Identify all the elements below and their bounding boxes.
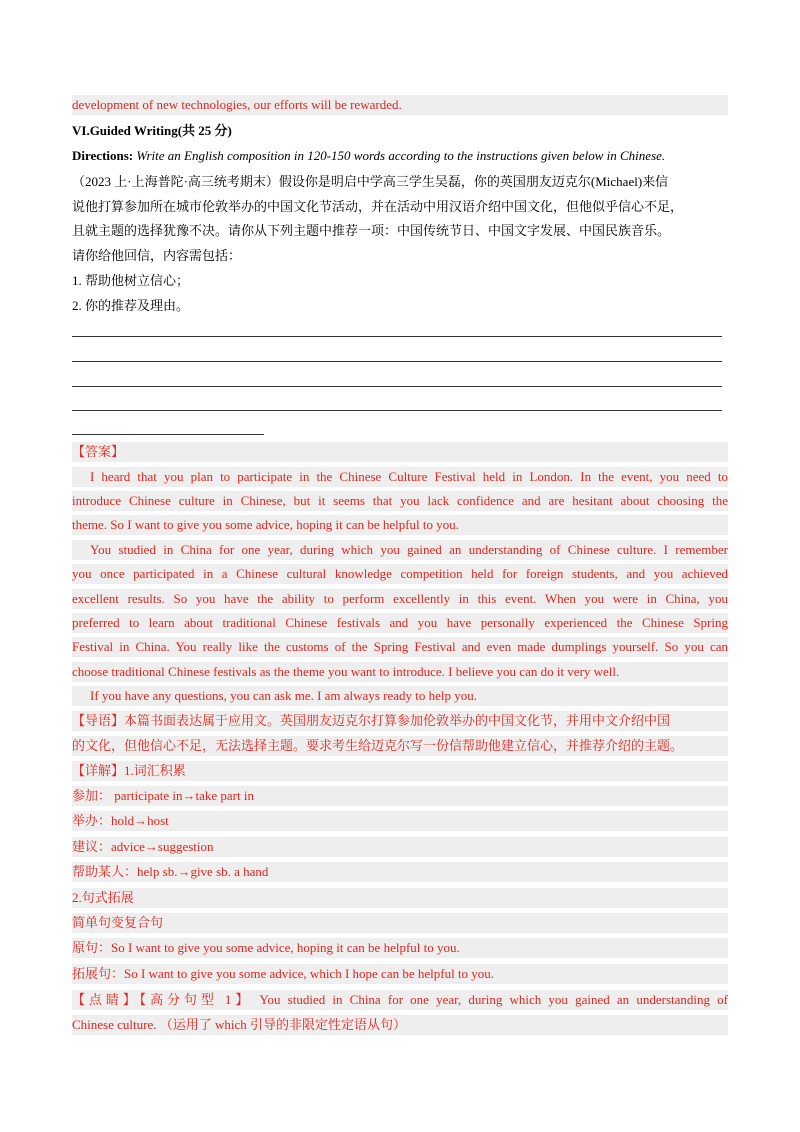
answer-blank-line <box>72 361 722 362</box>
directions-label: Directions: <box>72 148 134 163</box>
prompt-line: （2023 上·上海普陀·高三统考期末）假设你是明启中学高三学生吴磊，你的英国朋友迈克尔(Michael)来信 <box>72 174 669 189</box>
guide-line: 【导语】本篇书面表达属于应用文。英国朋友迈克尔打算参加伦敦举办的中国文化节，并用中文介绍中国 <box>72 711 728 731</box>
detail-line: 拓展句：So I want to give you some advice, which I hope can be helpful to you. <box>72 964 728 984</box>
answer-line: preferred to learn about traditional Chinese festivals and you have personally experienced the Chinese Spring <box>72 613 728 633</box>
detail-line: 【详解】1.词汇积累 <box>72 761 728 781</box>
answer-line: theme. So I want to give you some advice, hoping it can be helpful to you. <box>72 515 728 535</box>
highlight-line: 【点睛】【高分句型 1】 You studied in China for one year, during which you gained an understanding of <box>72 990 728 1010</box>
answer-blank-line <box>72 386 722 387</box>
answer-blank-line-short <box>72 434 264 435</box>
answer-line: choose traditional Chinese festivals as the theme you want to introduce. I believe you can do it very well. <box>72 662 728 682</box>
detail-line: 2.句式拓展 <box>72 888 728 908</box>
answer-line: introduce Chinese culture in Chinese, but it seems that you lack confidence and are hesitant about choosing the <box>72 491 728 511</box>
detail-line: 参加： participate in→take part in <box>72 786 728 806</box>
directions-text: Write an English composition in 120-150 words according to the instructions given below in Chinese. <box>136 148 666 163</box>
section-title: VI.Guided Writing(共 25 分) <box>72 123 232 138</box>
detail-line: 建议：advice→suggestion <box>72 837 728 857</box>
requirement-item: 2. 你的推荐及理由。 <box>72 298 190 313</box>
answer-label: 【答案】 <box>72 442 728 462</box>
intro-tail: development of new technologies, our efforts will be rewarded. <box>72 95 728 115</box>
guide-line: 的文化，但他信心不足，无法选择主题。要求考生给迈克尔写一份信帮助他建立信心，并推荐介绍的主题。 <box>72 736 728 756</box>
answer-line: Festival in China. You really like the customs of the Spring Festival and even made dumplings yourself. So you can <box>72 637 728 657</box>
answer-line: you once participated in a Chinese cultural knowledge competition held for foreign students, and you achieved <box>72 564 728 584</box>
prompt-line: 说他打算参加所在城市伦敦举办的中国文化节活动，并在活动中用汉语介绍中国文化，但他似乎信心不足， <box>72 199 684 214</box>
requirement-item: 1. 帮助他树立信心； <box>72 273 190 288</box>
answer-line: You studied in China for one year, during which you gained an understanding of Chinese culture. I remember <box>72 540 728 560</box>
answer-blank-line <box>72 410 722 411</box>
directions <box>72 146 665 166</box>
detail-line: 举办：hold→host <box>72 811 728 831</box>
answer-line: excellent results. So you have the ability to perform excellently in this event. When you were in China, you <box>72 589 728 609</box>
detail-line: 简单句变复合句 <box>72 913 728 933</box>
detail-line: 帮助某人：help sb.→give sb. a hand <box>72 862 728 882</box>
answer-line: I heard that you plan to participate in the Chinese Culture Festival held in London. In the event, you need to <box>72 467 728 487</box>
prompt-line: 且就主题的选择犹豫不决。请你从下列主题中推荐一项：中国传统节日、中国文字发展、中国民族音乐。 <box>72 223 671 238</box>
answer-line: If you have any questions, you can ask me. I am always ready to help you. <box>72 686 728 706</box>
detail-line: 原句：So I want to give you some advice, hoping it can be helpful to you. <box>72 938 728 958</box>
answer-blank-line <box>72 336 722 337</box>
highlight-line: Chinese culture. （运用了 which 引导的非限定性定语从句） <box>72 1015 728 1035</box>
prompt-line: 请你给他回信，内容需包括： <box>72 248 242 263</box>
